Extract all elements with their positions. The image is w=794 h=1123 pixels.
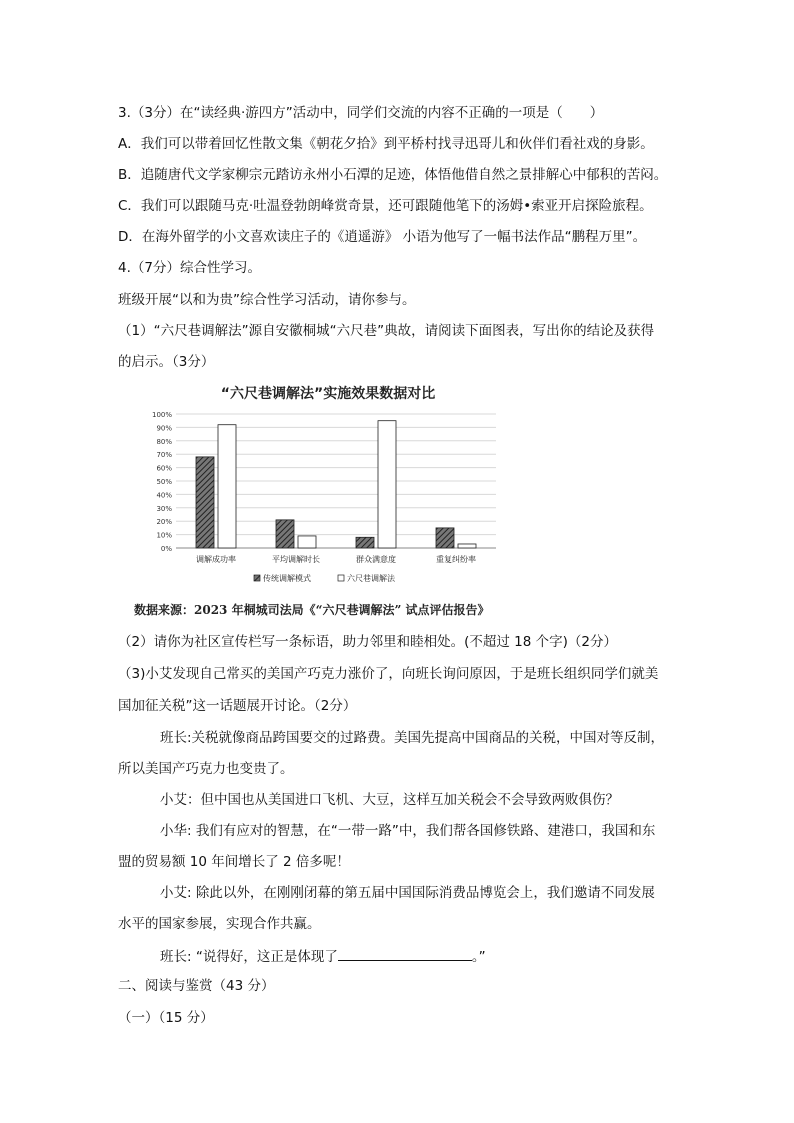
- x-category-label: 调解成功率: [196, 555, 236, 564]
- y-tick-label: 10%: [156, 531, 172, 540]
- dialogue-xiaoai-2-line-2: 水平的国家参展，实现合作共赢。: [118, 916, 321, 932]
- dialogue-monitor-final: [160, 946, 486, 966]
- bar: [218, 425, 236, 548]
- bar: [458, 544, 476, 548]
- question-3-stem: 3.（3分）在“读经典·游四方”活动中，同学们交流的内容不正确的一项是（ ）: [118, 105, 604, 121]
- bar: [436, 528, 454, 548]
- question-4-1-line-1: （1）“六尺巷调解法”源自安徽桐城“六尺巷”典故，请阅读下面图表，写出你的结论及获得: [118, 323, 655, 339]
- question-4-1-line-2: 的启示。（3分）: [118, 354, 215, 370]
- y-tick-label: 20%: [156, 518, 172, 527]
- section-2-heading: 二、阅读与鉴赏（43 分）: [118, 978, 275, 994]
- dialogue-xiaoai-2-line-1: 小艾: 除此以外，在刚刚闭幕的第五届中国国际消费品博览会上，我们邀请不同发展: [160, 885, 655, 901]
- y-tick-label: 0%: [160, 545, 172, 553]
- y-tick-label: 30%: [156, 504, 172, 513]
- question-4-intro: 班级开展“以和为贵”综合性学习活动，请你参与。: [118, 292, 416, 308]
- question-4-3-line-1: （3)小艾发现自己常买的美国产巧克力涨价了，向班长询问原因，于是班长组织同学们就美: [118, 666, 659, 682]
- y-tick-label: 50%: [156, 478, 172, 486]
- y-tick-label: 100%: [151, 411, 172, 419]
- y-tick-label: 60%: [156, 464, 172, 473]
- question-3-option-b: B．追随唐代文学家柳宗元踏访永州小石潭的足迹，体悟他借自然之景排解心中郁积的苦闷。: [118, 167, 668, 183]
- question-3-option-d: D．在海外留学的小文喜欢读庄子的《逍遥游》 小语为他写了一幅书法作品“鹏程万里”。: [118, 229, 647, 245]
- dialogue-xiaohua-line-2: 盟的贸易额 10 年间增长了 2 倍多呢！: [118, 854, 350, 870]
- question-4-2: （2）请你为社区宣传栏写一条标语，助力邻里和睦相处。(不超过 18 个字)（2分）: [118, 634, 617, 650]
- bar: [378, 421, 396, 548]
- bar: [298, 536, 316, 548]
- answer-blank[interactable]: [338, 946, 472, 961]
- question-3-option-a: A．我们可以带着回忆性散文集《朝花夕拾》到平桥村找寻迅哥儿和伙伴们看社戏的身影。: [118, 136, 654, 152]
- dialogue-xiaoai-1: 小艾：但中国也从美国进口飞机、大豆，这样互加关税会不会导致两败俱伤？: [160, 792, 619, 808]
- y-tick-label: 80%: [156, 437, 172, 446]
- legend-label: 传统调解模式: [263, 574, 311, 583]
- dialogue-xiaohua-line-1: 小华: 我们有应对的智慧，在“一带一路”中，我们帮各国修铁路、建港口，我国和东: [160, 823, 656, 839]
- x-category-label: 重复纠纷率: [436, 555, 476, 564]
- y-tick-label: 70%: [156, 451, 172, 460]
- monitor-final-prefix: 班长: “说得好，这正是体现了: [160, 949, 338, 965]
- dialogue-monitor-line-2: 所以美国产巧克力也变贵了。: [118, 761, 294, 777]
- chart-title: “六尺巷调解法”实施效果数据对比: [220, 386, 436, 402]
- y-tick-label: 40%: [156, 491, 172, 500]
- y-tick-label: 90%: [156, 424, 172, 433]
- bar: [196, 457, 214, 548]
- x-category-label: 群众满意度: [356, 555, 396, 564]
- legend-label: 六尺巷调解法: [347, 574, 395, 583]
- bar-chart: [140, 378, 520, 594]
- legend-swatch: [338, 575, 344, 581]
- dialogue-monitor-line-1: 班长:关税就像商品跨国要交的过路费。美国先提高中国商品的关税，中国对等反制，: [160, 730, 665, 746]
- legend-swatch: [254, 575, 260, 581]
- monitor-final-suffix: 。”: [471, 949, 486, 965]
- question-3-option-c: C．我们可以跟随马克·吐温登勃朗峰赏奇景，还可跟随他笔下的汤姆•索亚开启探险旅程。: [118, 198, 653, 214]
- chart-source-note: 数据来源：2023 年桐城司法局《“六尺巷调解法” 试点评估报告》: [134, 603, 490, 617]
- subsection-1-heading: （一）（15 分）: [118, 1010, 214, 1026]
- bar: [276, 520, 294, 548]
- bar: [356, 537, 374, 548]
- x-category-label: 平均调解时长: [272, 555, 320, 564]
- question-4-stem: 4.（7分）综合性学习。: [118, 260, 261, 276]
- question-4-3-line-2: 国加征关税”这一话题展开讨论。（2分）: [118, 698, 357, 714]
